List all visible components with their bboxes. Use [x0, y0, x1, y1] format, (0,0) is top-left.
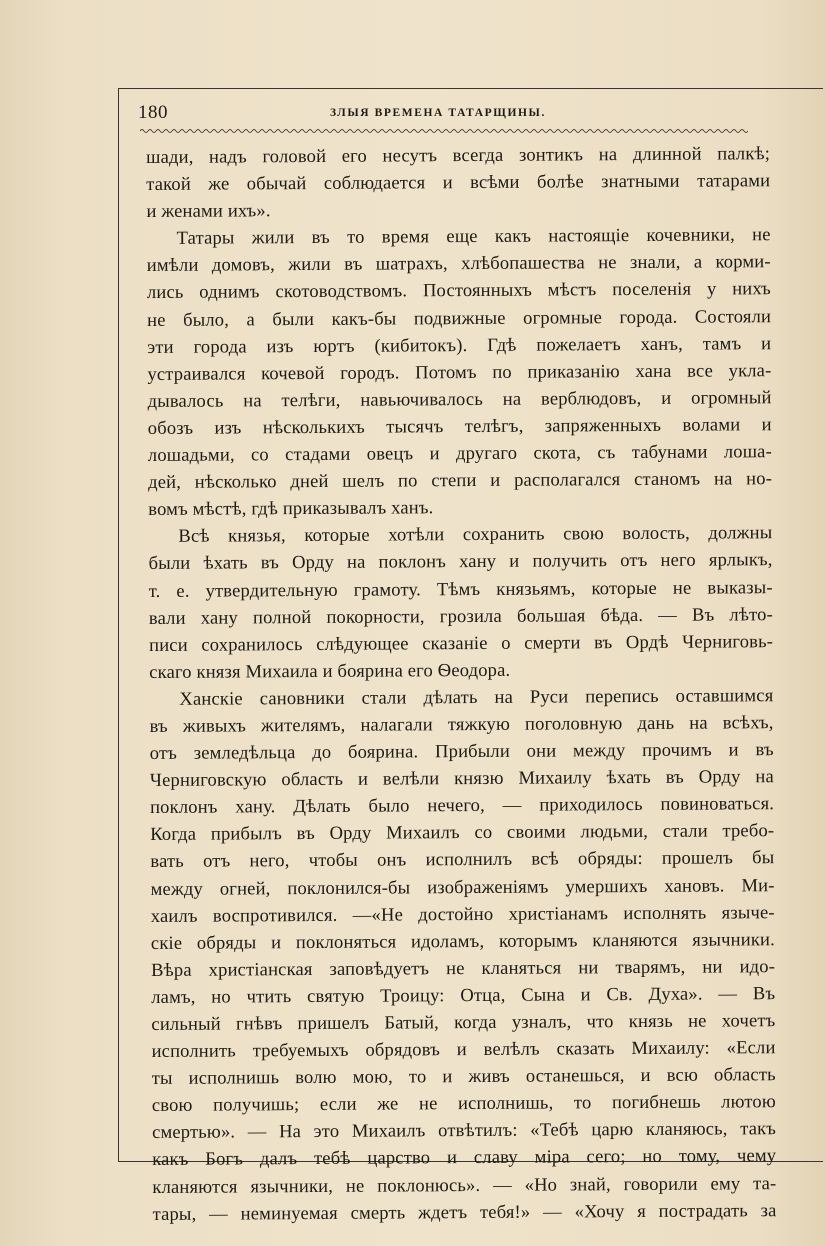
- text-line: Ханскіе сановники стали дѣлать на Руси перепись оставшимся: [179, 685, 774, 710]
- header-ornament-rule: [140, 127, 748, 135]
- text-line: между огней, поклонился-бы изображеніямъ умершихъ хановъ. Ми-: [150, 874, 775, 900]
- text-line: и женами ихъ».: [146, 200, 271, 223]
- text-line: лись однимъ скотоводствомъ. Постоянныхъ мѣстъ поселенія у нихъ: [146, 278, 771, 304]
- text-line: скаго князя Михаила и боярина его Ѳеодора.: [149, 659, 511, 683]
- text-line: поклонъ хану. Дѣлать было нечего, — приходилось повиноваться.: [149, 793, 775, 819]
- text-line: не было, а были какъ-бы подвижные огромные города. Состояли: [147, 305, 772, 331]
- text-line: т. е. утвердительную грамоту. Тѣмъ князьямъ, которые не выказы-: [148, 576, 773, 602]
- text-line: Вѣра христіанская заповѣдуетъ не кланяться ни тварямъ, ни идо-: [150, 955, 776, 981]
- text-line: Всѣ князья, которые хотѣли сохранить свою волость, должны: [178, 522, 773, 548]
- text-line: ты исполнишь волю мою, то и живъ останешься, и всю область: [151, 1064, 776, 1090]
- text-line: хаилъ воспротивился. —«Не достойно христіанамъ исполнять языче-: [150, 901, 775, 927]
- text-line: какъ Богъ далъ тебѣ царство и славу міра сего; но тому, чему: [152, 1145, 777, 1171]
- text-line: отъ земледѣльца до боярина. Прибыли они между прочимъ и въ: [149, 739, 774, 765]
- text-line: вать отъ него, чтобы онъ исполнилъ всѣ обряды: прошелъ бы: [150, 847, 775, 873]
- running-title: ЗЛЫЯ ВРЕМЕНА ТАТАРЩИНЫ.: [330, 107, 546, 119]
- text-line: смертью». — На это Михаилъ отвѣтилъ: «Тебѣ царю кланяюсь, такъ: [151, 1118, 777, 1144]
- text-line: въ живыхъ жителямъ, налагали тяжкую поголовную дань на всѣхъ,: [149, 712, 774, 737]
- text-line: были ѣхать въ Орду на поклонъ хану и получить отъ него ярлыкъ,: [148, 549, 773, 575]
- text-line: шади, надъ головой его несутъ всегда зонтикъ на длинной палкѣ;: [146, 143, 771, 168]
- text-line: свою получишь; если же не исполнишь, то погибнешь лютою: [151, 1091, 776, 1117]
- text-line: Когда прибылъ въ Орду Михаилъ со своими людьми, стали требо-: [150, 820, 775, 846]
- text-line: вали хану полной покорности, грозила большая бѣда. — Въ лѣто-: [148, 603, 773, 629]
- text-line: вомъ мѣстѣ, гдѣ приказывалъ ханъ.: [148, 497, 434, 521]
- text-line: скіе обряды и поклоняться идоламъ, которымъ кланяются язычники.: [150, 928, 775, 954]
- text-line: ламъ, но чтить святую Троицу: Отца, Сына и Св. Духа». — Въ: [151, 983, 776, 1008]
- text-line: дывалось на телѣги, навьючивалось на верблюдовъ, и огромный: [147, 387, 772, 412]
- text-line: тары, — неминуемая смерть ждетъ тебя!» — «Хочу я пострадать за: [152, 1199, 777, 1225]
- body-text: [146, 140, 777, 1228]
- text-line: лошадьми, со стадами овецъ и другаго скота, съ табунами лоша-: [147, 441, 772, 467]
- text-line: обозъ изъ нѣсколькихъ тысячъ телѣгъ, запряженныхъ волами и: [147, 414, 772, 439]
- text-line: Черниговскую область и велѣли князю Михаилу ѣхать въ Орду на: [149, 766, 774, 792]
- text-line: Татары жили въ то время еще какъ настоящіе кочевники, не: [176, 224, 771, 250]
- page-number: 180: [138, 102, 168, 123]
- text-line: дей, нѣсколько дней шелъ по степи и располагался станомъ на но-: [148, 468, 773, 494]
- page-header: [138, 102, 808, 128]
- text-line: имѣли домовъ, жили въ шатрахъ, хлѣбопашества не знали, а корми-: [146, 251, 771, 277]
- text-line: эти города изъ юртъ (кибитокъ). Гдѣ пожелаетъ ханъ, тамъ и: [147, 332, 772, 358]
- text-line: писи сохранилось слѣдующее сказаніе о смерти въ Ордѣ Черниговь-: [148, 630, 774, 656]
- text-line: сильный гнѣвъ пришелъ Батый, когда узналъ, что князь не хочетъ: [151, 1010, 776, 1035]
- text-line: устраивался кочевой городъ. Потомъ по приказанію хана все укла-: [147, 359, 772, 385]
- text-line: исполнить требуемыхъ обрядовъ и велѣлъ сказать Михаилу: «Если: [151, 1037, 776, 1063]
- text-line: кланяются язычники, не поклонюсь». — «Но знай, говорили ему та-: [152, 1172, 777, 1198]
- text-line: такой же обычай соблюдается и всѣми болѣе знатными татарами: [146, 170, 771, 196]
